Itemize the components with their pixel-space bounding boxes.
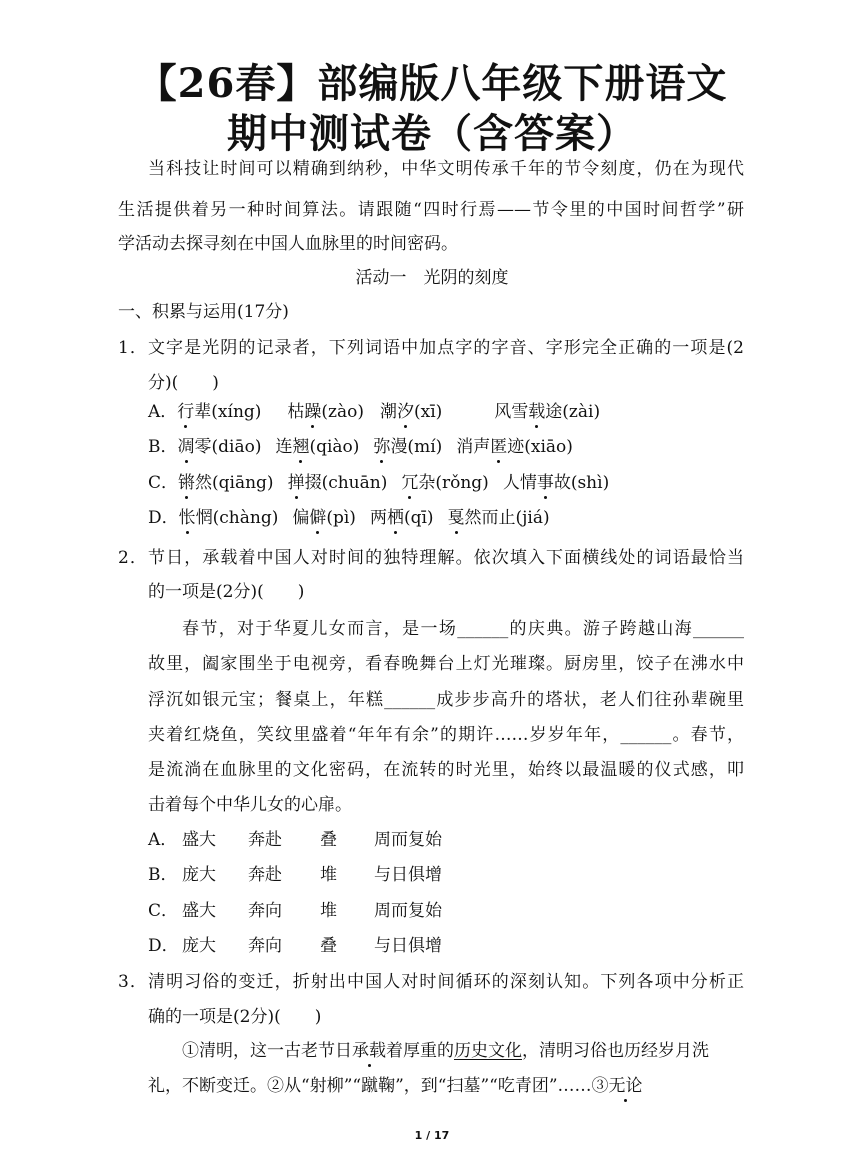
dotted-char: 戛 bbox=[447, 508, 465, 528]
q2-passage-line6: 击着每个中华儿女的心扉。 bbox=[148, 795, 352, 815]
q1-stem-line2: 分)( ) bbox=[148, 373, 219, 393]
q1-option-a: A．行辈(xíng) 枯躁(zào) 潮汐(xī) 风雪载途(zài) bbox=[148, 402, 601, 422]
q1-option-b: B．凋零(diāo) 连翘(qiào) 弥漫(mí) 消声匿迹(xiāo) bbox=[148, 437, 573, 457]
page-number: 1 / 17 bbox=[414, 1129, 450, 1142]
dotted-char: 弥 bbox=[373, 437, 391, 457]
underlined-phrase: 历史文化 bbox=[454, 1041, 522, 1061]
intro-line-2: 生活提供着另一种时间算法。请跟随“四时行焉——节令里的中国时间哲学”研 bbox=[118, 200, 744, 220]
dotted-char: 匿 bbox=[490, 437, 508, 457]
dotted-char: 翘 bbox=[292, 437, 310, 457]
q2-passage-line2: 故里，阖家围坐于电视旁，看春晚舞台上灯光璀璨。厨房里，饺子在沸水中 bbox=[148, 654, 744, 674]
dotted-char: 僻 bbox=[309, 508, 327, 528]
activity-heading: 活动一 光阴的刻度 bbox=[355, 268, 509, 288]
dotted-char: 锵 bbox=[178, 473, 196, 493]
intro-line-1: 当科技让时间可以精确到纳秒，中华文明传承千年的节令刻度，仍在为现代 bbox=[148, 159, 744, 179]
option-letter: C． bbox=[148, 473, 179, 493]
section-heading: 一、积累与运用(17分) bbox=[118, 302, 289, 322]
q3-stem-line1: 3．清明习俗的变迁，折射出中国人对时间循环的深刻认知。下列各项中分析正 bbox=[118, 972, 744, 992]
dotted-char: 冗 bbox=[401, 473, 419, 493]
q3-passage-line1: ①清明，这一古老节日承载着厚重的历史文化，清明习俗也历经岁月洗 bbox=[182, 1041, 709, 1061]
q2-passage-line3: 浮沉如银元宝；餐桌上，年糕______成步步高升的塔状，老人们往孙辈碗里 bbox=[148, 690, 744, 710]
q2-passage-line1: 春节，对于华夏儿女而言，是一场______的庆典。游子跨越山海______ bbox=[182, 619, 744, 639]
document-title-line1: 【26春】部编版八年级下册语文 bbox=[136, 60, 728, 107]
q3-passage-line2: 礼，不断变迁。②从“射柳”“蹴鞠”，到“扫墓”“吃青团”……③无论 bbox=[148, 1076, 643, 1096]
q2-stem-line1: 2．节日，承载着中国人对时间的独特理解。依次填入下面横线处的词语最恰当 bbox=[118, 548, 744, 568]
q2-stem-line2: 的一项是(2分)( ) bbox=[148, 582, 305, 602]
q1-stem-line1: 1．文字是光阴的记录者，下列词语中加点字的字音、字形完全正确的一项是(2 bbox=[118, 338, 744, 358]
dotted-char: 行 bbox=[177, 402, 195, 422]
dotted-char: 载 bbox=[528, 402, 546, 422]
option-letter: D． bbox=[148, 508, 179, 528]
dotted-char: 汐 bbox=[397, 402, 414, 422]
dotted-char: 怅 bbox=[178, 508, 196, 528]
dotted-char: 掸 bbox=[287, 473, 305, 493]
dotted-char: 躁 bbox=[304, 402, 322, 422]
q1-option-c: C．锵然(qiāng) 掸掇(chuān) 冗杂(rǒng) 人情事故(shì) bbox=[148, 473, 610, 493]
dotted-char: 凋 bbox=[177, 437, 195, 457]
dotted-word: 无论 bbox=[608, 1076, 643, 1096]
dotted-char: 事 bbox=[536, 473, 554, 493]
q1-option-d: D．怅惘(chàng) 偏僻(pì) 两栖(qī) 戛然而止(jiá) bbox=[148, 508, 550, 528]
option-letter: A． bbox=[148, 402, 178, 422]
q3-stem-line2: 确的一项是(2分)( ) bbox=[148, 1007, 322, 1027]
q2-option-b: B． 庞大 奔赴 堆 与日俱增 bbox=[148, 865, 442, 885]
option-letter: B． bbox=[148, 437, 178, 457]
dotted-word: 承载 bbox=[352, 1041, 386, 1061]
q2-option-d: D． 庞大 奔向 叠 与日俱增 bbox=[148, 936, 442, 956]
intro-line-3: 学活动去探寻刻在中国人血脉里的时间密码。 bbox=[118, 234, 458, 254]
document-title-line2: 期中测试卷（含答案） bbox=[227, 110, 637, 157]
dotted-char: 栖 bbox=[386, 508, 404, 528]
q2-option-c: C． 盛大 奔向 堆 周而复始 bbox=[148, 901, 442, 921]
q2-passage-line5: 是流淌在血脉里的文化密码，在流转的时光里，始终以最温暖的仪式感，叩 bbox=[148, 760, 744, 780]
q2-passage-line4: 夹着红烧鱼，笑纹里盛着“年年有余”的期许……岁岁年年，______。春节， bbox=[148, 725, 744, 745]
q2-option-a: A． 盛大 奔赴 叠 周而复始 bbox=[148, 830, 442, 850]
